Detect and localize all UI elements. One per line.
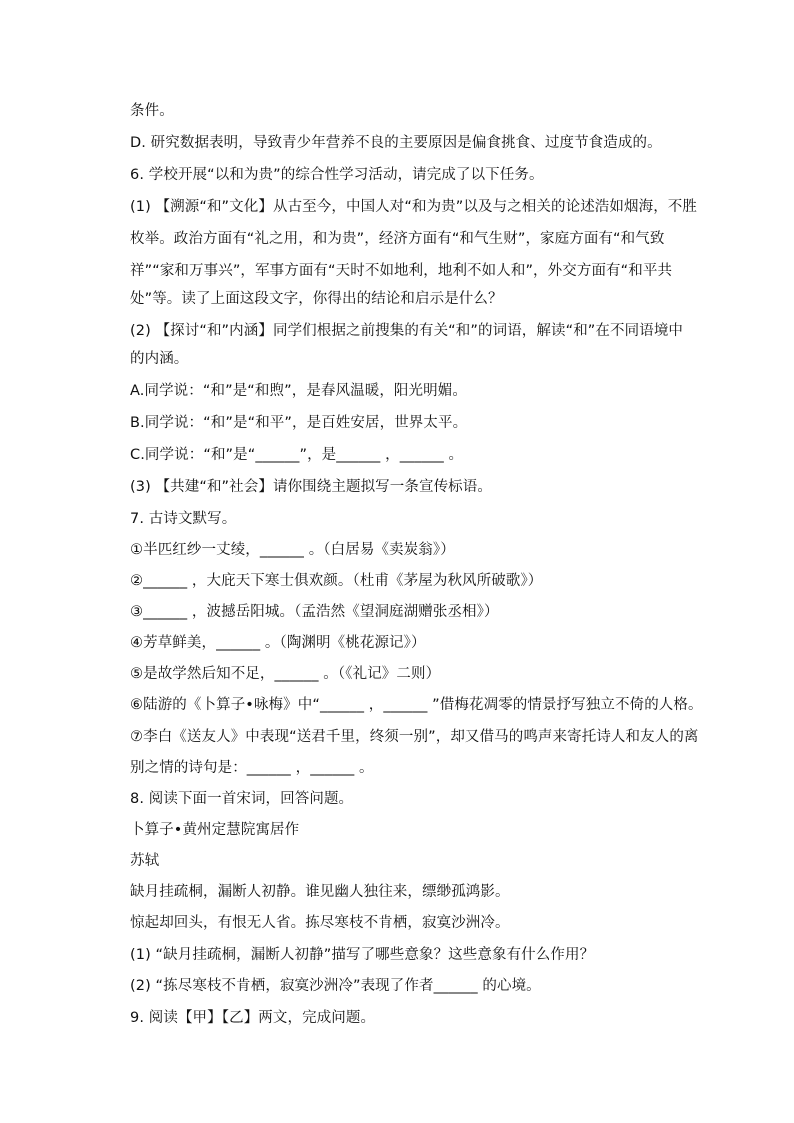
recitation-item-5: ⑤是故学然后知不足，______ 。（《礼记》二则） [130, 666, 441, 682]
question-8-heading: 8. 阅读下面一首宋词，回答问题。 [130, 791, 354, 807]
question-6-part-3: (3) 【共建“和”社会】请你围绕主题拟写一条宣传标语。 [130, 479, 492, 495]
question-6-heading: 6. 学校开展“以和为贵”的综合性学习活动，请完成了以下任务。 [130, 167, 544, 183]
option-c: C.同学说：“和”是“______”，是______ ，______ 。 [130, 447, 464, 463]
question-6-part-1: (1) 【溯源“和”文化】从古至今，中国人对“和为贵”以及与之相关的论述浩如烟海，不胜 [130, 199, 697, 215]
recitation-item-2: ②______ ，大庇天下寒士俱欢颜。（杜甫《茅屋为秋风所破歌》） [130, 573, 543, 589]
poem-author: 苏轼 [130, 853, 160, 869]
question-8-part-1: (1) “缺月挂疏桐，漏断人初静”描写了哪些意象？这些意象有什么作用？ [130, 947, 595, 963]
poem-line-1: 缺月挂疏桐，漏断人初静。谁见幽人独往来，缥缈孤鸿影。 [130, 884, 510, 900]
option-b: B.同学说：“和”是“和平”，是百姓安居，世界太平。 [130, 415, 468, 431]
recitation-item-6: ⑥陆游的《卜算子•咏梅》中“______ ，______ ”借梅花凋零的情景抒写独立不倚的人格。 [130, 697, 703, 713]
text-line: 枚举。政治方面有“礼之用，和为贵”，经济方面有“和气生财”，家庭方面有“和气致 [130, 231, 665, 247]
recitation-item-3: ③______ ，波撼岳阳城。（孟浩然《望洞庭湖赠张丞相》） [130, 604, 499, 620]
recitation-item-4: ④芳草鲜美，______ 。（陶渊明《桃花源记》） [130, 635, 426, 651]
text-line: 别之情的诗句是：______ ，______ 。 [130, 760, 374, 776]
recitation-item-1: ①半匹红纱一丈绫，______ 。（白居易《卖炭翁》） [130, 542, 455, 558]
question-8-part-2: (2) “拣尽寒枝不肯栖，寂寞沙洲冷”表现了作者______ 的心境。 [130, 978, 541, 994]
text-line: 条件。 [130, 103, 174, 119]
question-7-heading: 7. 古诗文默写。 [130, 511, 237, 527]
option-d: D. 研究数据表明，导致青少年营养不良的主要原因是偏食挑食、过度节食造成的。 [130, 135, 662, 151]
option-a: A.同学说：“和”是“和煦”，是春风温暖，阳光明媚。 [130, 383, 467, 399]
recitation-item-7: ⑦李白《送友人》中表现“送君千里，终须一别”，却又借马的鸣声来寄托诗人和友人的离 [130, 729, 699, 745]
poem-title: 卜算子•黄州定慧院寓居作 [130, 822, 300, 838]
poem-line-2: 惊起却回头，有恨无人省。拣尽寒枝不肯栖，寂寞沙洲冷。 [130, 915, 510, 931]
text-line: 祥”“家和万事兴”，军事方面有“天时不如地利，地利不如人和”，外交方面有“和平共 [130, 263, 673, 279]
question-9-heading: 9. 阅读【甲】【乙】两文，完成问题。 [130, 1010, 376, 1026]
text-line: 的内涵。 [130, 351, 189, 367]
question-6-part-2: (2) 【探讨“和”内涵】同学们根据之前搜集的有关“和”的词语，解读“和”在不同语境中 [130, 323, 684, 339]
text-line: 处”等。读了上面这段文字，你得出的结论和启示是什么？ [130, 291, 503, 307]
